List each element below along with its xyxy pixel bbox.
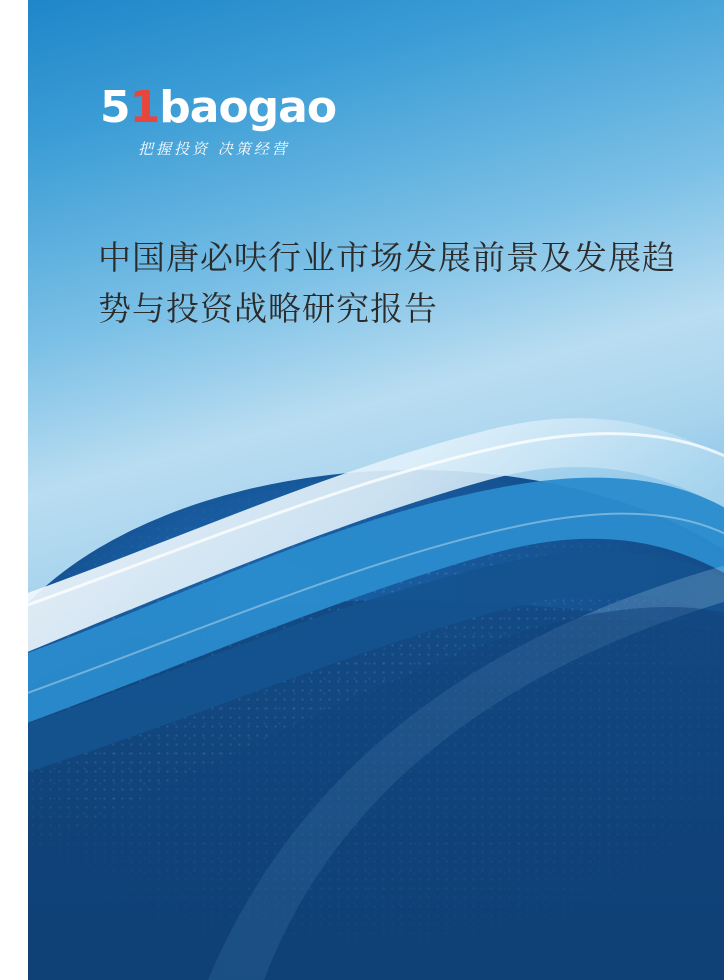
logo-digit-5: 5 — [100, 82, 130, 133]
report-title: 中国唐必呋行业市场发展前景及发展趋势与投资战略研究报告 — [98, 238, 676, 329]
logo-word: baogao — [159, 82, 337, 133]
logo-wordmark — [100, 82, 350, 133]
cover-artwork — [28, 0, 724, 980]
logo-slogan: 把握投资 决策经营 — [138, 140, 290, 158]
logo — [100, 82, 350, 170]
logo-digit-1: 1 — [129, 82, 160, 133]
